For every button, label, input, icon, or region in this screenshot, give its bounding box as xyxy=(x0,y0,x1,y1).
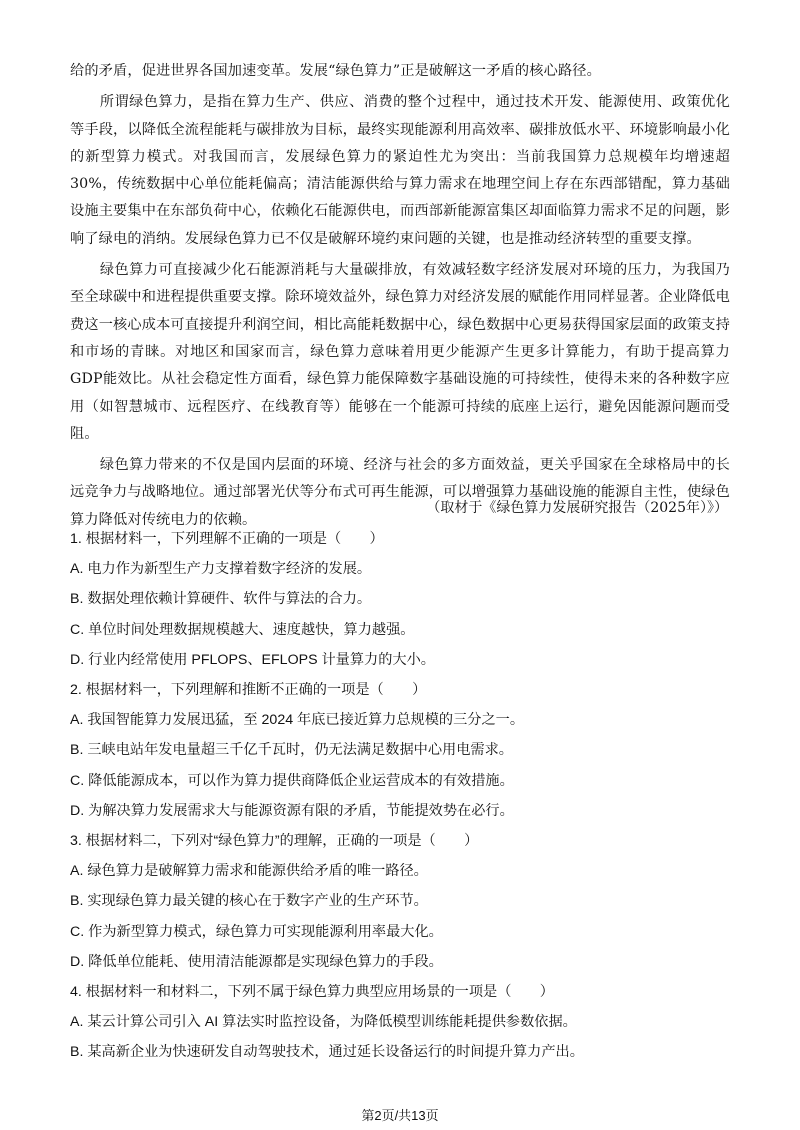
page-number: 第2页/共13页 xyxy=(361,1108,439,1123)
passage-paragraph-1: 所谓绿色算力，是指在算力生产、供应、消费的整个过程中，通过技术开发、能源使用、政策优化等手段，以降低全流程能耗与碳排放为目标，最终实现能源利用高效率、碳排放低水平、环境影响最小化的新型算力模式。对我国而言，发展绿色算力的紧迫性尤为突出：当前我国算力总规模年均增速超30%，传统数据中心单位能耗偏高；清洁能源供给与算力需求在地理空间上存在东西部错配，算力基础设施主要集中在东部负荷中心，依赖化石能源供电，而西部新能源富集区却面临算力需求不足的问题，影响了绿电的消纳。发展绿色算力已不仅是破解环境约束问题的关键，也是推动经济转型的重要支撑。 xyxy=(70,94,730,247)
question-3-option-d: D. 降低单位能耗、使用清洁能源都是实现绿色算力的手段。 xyxy=(70,953,443,970)
passage-paragraph-3: 绿色算力带来的不仅是国内层面的环境、经济与社会的多方面效益，更关乎国家在全球格局中的长远竞争力与战略地位。通过部署光伏等分布式可再生能源，可以增强算力基础设施的能源自主性，使绿色算力降低对传统电力的依赖。 xyxy=(70,457,730,528)
question-2-option-c: C. 降低能源成本，可以作为算力提供商降低企业运营成本的有效措施。 xyxy=(70,772,514,789)
passage-paragraph-0: 给的矛盾，促进世界各国加速变革。发展“绿色算力”正是破解这一矛盾的核心路径。 xyxy=(70,63,601,79)
question-1-option-d: D. 行业内经常使用 PFLOPS、EFLOPS 计量算力的大小。 xyxy=(70,651,435,668)
question-3-option-a: A. 绿色算力是破解算力需求和能源供给矛盾的唯一路径。 xyxy=(70,863,428,880)
question-2-option-a: A. 我国智能算力发展迅猛，至 2024 年底已接近算力总规模的三分之一。 xyxy=(70,712,525,729)
question-1-option-c: C. 单位时间处理数据规模越大、速度越快，算力越强。 xyxy=(70,621,415,638)
question-4-option-b: B. 某高新企业为快速研发自动驾驶技术，通过延长设备运行的时间提升算力产出。 xyxy=(70,1044,584,1061)
question-1-option-b: B. 数据处理依赖计算硬件、软件与算法的合力。 xyxy=(70,591,372,608)
question-2-option-d: D. 为解决算力发展需求大与能源资源有限的矛盾，节能提效势在必行。 xyxy=(70,802,514,819)
question-1-option-a: A. 电力作为新型生产力支撑着数字经济的发展。 xyxy=(70,561,372,578)
question-4-option-a: A. 某云计算公司引入 AI 算法实时监控设备，为降低模型训练能耗提供参数依据。 xyxy=(70,1014,577,1031)
source-citation: （取材于《绿色算力发展研究报告（2025年）》） xyxy=(426,500,728,516)
question-2-stem: 2. 根据材料一，下列理解和推断不正确的一项是（ ） xyxy=(70,682,427,699)
reading-passage xyxy=(70,58,730,538)
question-1-stem: 1. 根据材料一，下列理解不正确的一项是（ ） xyxy=(70,531,384,547)
question-3-stem: 3. 根据材料二，下列对“绿色算力”的理解，正确的一项是（ ） xyxy=(70,833,479,850)
question-3-option-c: C. 作为新型算力模式，绿色算力可实现能源利用率最大化。 xyxy=(70,923,443,940)
question-2-option-b: B. 三峡电站年发电量超三千亿千瓦时，仍无法满足数据中心用电需求。 xyxy=(70,742,513,759)
question-3-option-b: B. 实现绿色算力最关键的核心在于数字产业的生产环节。 xyxy=(70,893,428,910)
question-list xyxy=(70,524,740,1068)
passage-paragraph-2: 绿色算力可直接减少化石能源消耗与大量碳排放，有效减轻数字经济发展对环境的压力，为我国乃至全球碳中和进程提供重要支撑。除环境效益外，绿色算力对经济发展的赋能作用同样显著。企业降低电费这一核心成本可直接提升利润空间，相比高能耗数据中心，绿色数据中心更易获得国家层面的政策支持和市场的青睐。对地区和国家而言，绿色算力意味着用更少能源产生更多计算能力，有助于提高算力GDP能效比。从社会稳定性方面看，绿色算力能保障数字基础设施的可持续性，使得未来的各种数字应用（如智慧城市、远程医疗、在线教育等）能够在一个能源可持续的底座上运行，避免因能源问题而受阻。 xyxy=(70,262,730,442)
question-4-stem: 4. 根据材料一和材料二，下列不属于绿色算力典型应用场景的一项是（ ） xyxy=(70,984,554,1001)
